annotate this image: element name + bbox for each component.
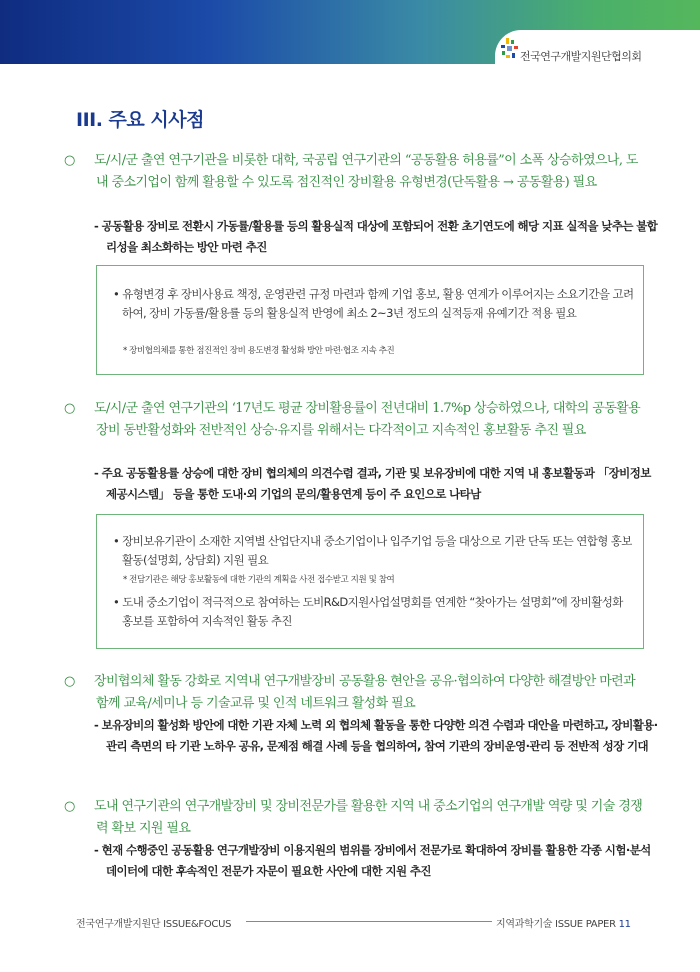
point-text: 도/시/군 출연 연구기관을 비롯한 대학, 국공립 연구기관의 “공동활용 허용률”이 소폭 상승하였으나, 도내 중소기업이 함께 활용할 수 있도록 점진적인 장비활용 유형변경(단독활용 → 공동활용) 필요	[94, 153, 638, 190]
box-note: * 장비협의체를 통한 점진적인 장비 용도변경 활성화 방안 마련·협조 지속 추진	[123, 346, 395, 356]
section-title: III. 주요 시사점	[76, 109, 204, 131]
point-1-box	[96, 265, 644, 375]
circle-marker: ○	[64, 674, 75, 689]
point-text: 도내 연구기관의 연구개발장비 및 장비전문가를 활용한 지역 내 중소기업의 연구개발 역량 및 기술 경쟁력 확보 지원 필요	[94, 799, 643, 836]
point-1-detail: - 공동활용 장비로 전환시 가동률/활용률 등의 활용실적 대상에 포함되어 전환 초기연도에 해당 지표 실적을 낮추는 불합리성을 최소화하는 방안 마련 추진	[94, 219, 658, 254]
box-bullet: • 유형변경 후 장비사용료 책정, 운영관련 규정 마련과 함께 기업 홍보, 활용 연계가 이루어지는 소요기간을 고려하여, 장비 가동률/활용률 등의 활용실적 반영에 최소 2~3년 정도의 실적등재 유예기간 적용 필요	[113, 287, 634, 320]
org-name: 전국연구개발지원단협의회	[520, 50, 642, 63]
footer-divider	[246, 921, 492, 922]
footer-right	[496, 915, 631, 930]
box-bullet: • 도내 중소기업이 적극적으로 참여하는 도비R&D지원사업설명회를 연계한 “찾아가는 설명회”에 장비활성화 홍보를 포함하여 지속적인 활동 추진	[113, 595, 623, 628]
circle-marker: ○	[64, 799, 75, 814]
circle-marker: ○	[64, 401, 75, 416]
point-2-detail: - 주요 공동활용률 상승에 대한 장비 협의체의 의견수렴 결과, 기관 및 보유장비에 대한 지역 내 홍보활동과 「장비정보제공시스템」 등을 통한 도내·외 기업의 문의/활용연계 등이 주 요인으로 나타남	[94, 466, 651, 501]
point-2-box	[96, 514, 644, 649]
org-logo-icon	[500, 38, 520, 60]
footer-publication: 지역과학기술 ISSUE PAPER	[496, 919, 616, 930]
point-3-detail: - 보유장비의 활성화 방안에 대한 기관 자체 노력 외 협의체 활동을 통한 다양한 의견 수렴과 대안을 마련하고, 장비활용·관리 측면의 타 기관 노하우 공유, 문제점 해결 사례 등을 협의하여, 참여 기관의 장비운영·관리 등 전반적 성장 기대	[94, 718, 658, 753]
box-bullet: • 장비보유기관이 소재한 지역별 산업단지내 중소기업이나 입주기업 등을 대상으로 기관 단독 또는 연합형 홍보활동(설명회, 상담회) 지원 필요	[113, 534, 632, 567]
point-3	[64, 671, 644, 715]
point-4	[64, 796, 644, 840]
footer-left: 전국연구개발지원단 ISSUE&FOCUS	[76, 919, 232, 930]
point-text: 장비협의체 활동 강화로 지역내 연구개발장비 공동활용 현안을 공유·협의하여 다양한 해결방안 마련과 함께 교육/세미나 등 기술교류 및 인적 네트워크 활성화 필요	[94, 674, 636, 711]
point-1	[64, 150, 644, 194]
point-text: 도/시/군 출연 연구기관의 ‘17년도 평균 장비활용률이 전년대비 1.7%p 상승하였으나, 대학의 공동활용 장비 동반활성화와 전반적인 상승·유지를 위해서는 다각적이고 지속적인 홍보활동 추진 필요	[94, 401, 641, 438]
circle-marker: ○	[64, 153, 75, 168]
point-2	[64, 398, 644, 442]
point-4-detail: - 현재 수행중인 공동활용 연구개발장비 이용지원의 범위를 장비에서 전문가로 확대하여 장비를 활용한 각종 시험·분석 데이터에 대한 후속적인 전문가 자문이 필요한 사안에 대한 지원 추진	[94, 843, 651, 878]
box-note: * 전담기관은 해당 홍보활동에 대한 기관의 계획을 사전 접수받고 지원 및 참여	[123, 575, 395, 585]
page-number: 11	[618, 919, 631, 930]
